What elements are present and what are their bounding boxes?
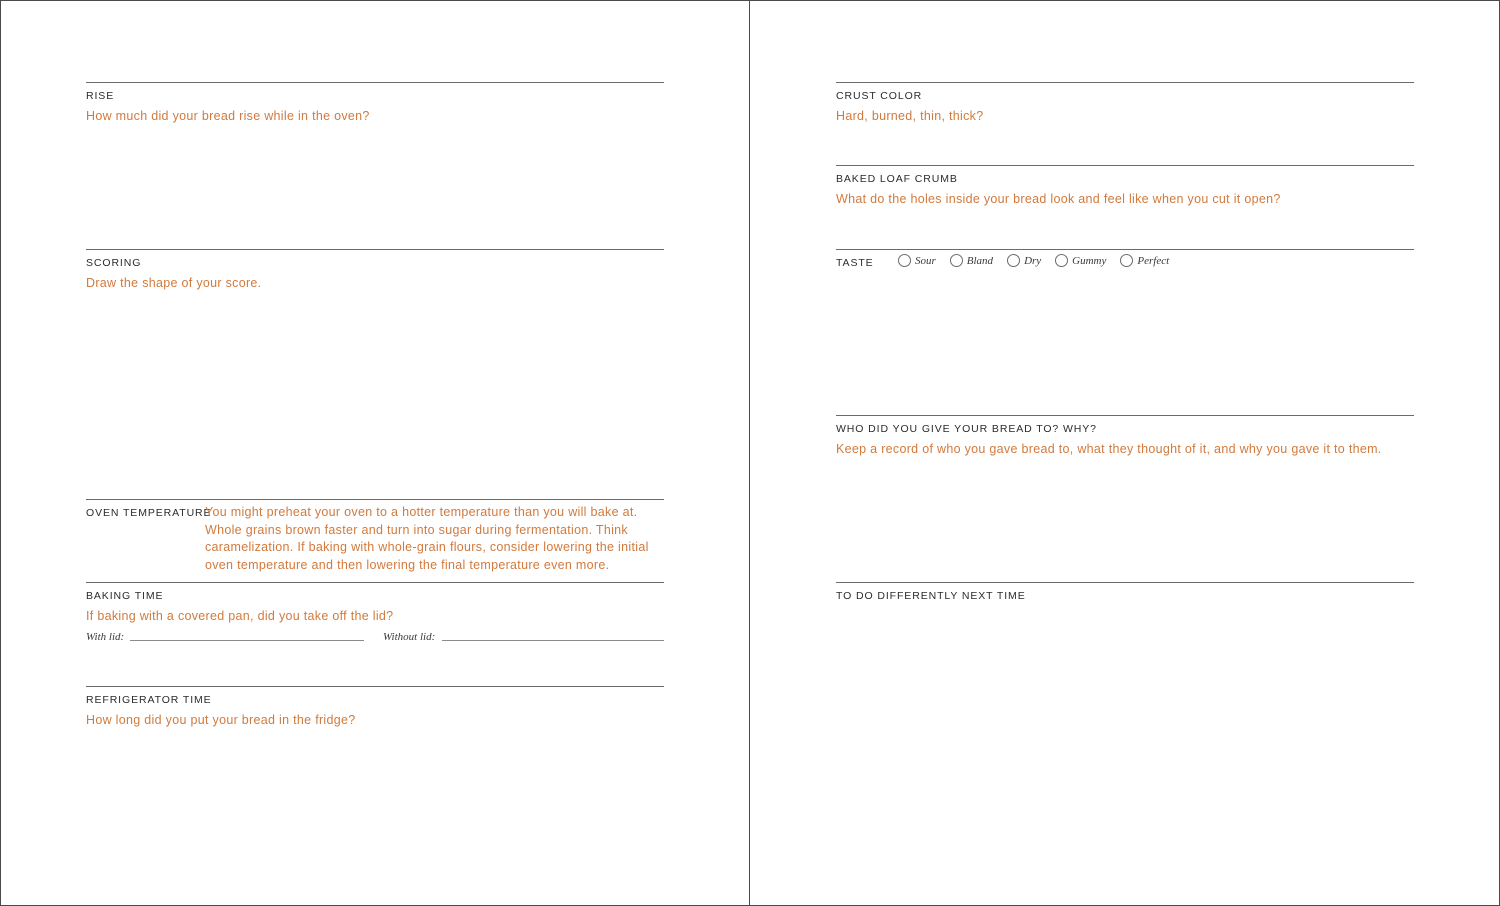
taste-option-label: Dry [1024, 254, 1042, 267]
who-did-you-give-label: WHO DID YOU GIVE YOUR BREAD TO? WHY? [836, 423, 1097, 435]
radio-circle-icon [1120, 254, 1133, 267]
crust-color-label: CRUST COLOR [836, 90, 923, 102]
oven-temperature-label: OVEN TEMPERATURE [86, 507, 212, 519]
baked-loaf-crumb-entry-area[interactable] [836, 213, 1414, 243]
taste-rule [836, 249, 1414, 250]
baking-time-rule [86, 582, 664, 583]
baked-loaf-crumb-rule [836, 165, 1414, 166]
with-lid-field[interactable] [130, 640, 364, 641]
radio-circle-icon [1055, 254, 1068, 267]
rise-label: RISE [86, 90, 115, 102]
taste-option-bland[interactable] [950, 254, 993, 267]
crust-color-prompt: Hard, burned, thin, thick? [836, 109, 984, 123]
taste-option-label: Gummy [1072, 254, 1107, 267]
refrigerator-time-label: REFRIGERATOR TIME [86, 694, 212, 706]
radio-circle-icon [1007, 254, 1020, 267]
to-do-differently-rule [836, 582, 1414, 583]
oven-temperature-note-line: You might preheat your oven to a hotter temperature than you will bake at. [205, 505, 638, 519]
rise-prompt: How much did your bread rise while in the oven? [86, 109, 370, 123]
refrigerator-time-prompt: How long did you put your bread in the fridge? [86, 713, 356, 727]
taste-entry-area[interactable] [836, 281, 1414, 409]
baked-loaf-crumb-label: BAKED LOAF CRUMB [836, 173, 958, 185]
crust-color-rule [836, 82, 1414, 83]
who-did-you-give-prompt: Keep a record of who you gave bread to, what they thought of it, and why you gave it to them. [836, 442, 1382, 456]
rise-rule [86, 82, 664, 83]
baked-loaf-crumb-prompt: What do the holes inside your bread look and feel like when you cut it open? [836, 192, 1281, 206]
taste-label: TASTE [836, 257, 874, 269]
who-did-you-give-rule [836, 415, 1414, 416]
oven-temperature-note-line: oven temperature and then lowering the final temperature even more. [205, 557, 610, 572]
radio-circle-icon [950, 254, 963, 267]
oven-temperature-rule [86, 499, 664, 500]
who-did-you-give-entry-area[interactable] [836, 463, 1414, 575]
scoring-prompt: Draw the shape of your score. [86, 276, 262, 290]
taste-option-label: Bland [966, 254, 994, 267]
taste-option-dry[interactable] [1007, 254, 1041, 267]
oven-temperature-note-line: caramelization. If baking with whole-grain flours, consider lowering the initial [205, 540, 649, 554]
baking-time-label: BAKING TIME [86, 590, 164, 602]
radio-circle-icon [898, 254, 911, 267]
refrigerator-time-entry-area[interactable] [86, 733, 664, 883]
crust-color-entry-area[interactable] [836, 129, 1414, 159]
oven-temperature-note-line: Whole grains brown faster and turn into sugar during fermentation. Think [205, 522, 628, 537]
with-lid-label: With lid: [86, 631, 125, 643]
without-lid-field[interactable] [442, 640, 664, 641]
baking-time-prompt: If baking with a covered pan, did you take off the lid? [86, 609, 394, 623]
scoring-drawing-area[interactable] [86, 297, 664, 492]
rise-entry-area[interactable] [86, 129, 664, 241]
page-gutter [749, 1, 750, 905]
refrigerator-time-rule [86, 686, 664, 687]
taste-options [898, 254, 1183, 267]
taste-option-label: Sour [915, 254, 936, 267]
scoring-label: SCORING [86, 257, 142, 269]
scoring-rule [86, 249, 664, 250]
taste-option-label: Perfect [1137, 254, 1170, 267]
to-do-differently-label: TO DO DIFFERENTLY NEXT TIME [836, 590, 1026, 602]
oven-temperature-note [205, 504, 655, 574]
taste-option-gummy[interactable] [1055, 254, 1106, 267]
to-do-differently-entry-area[interactable] [836, 609, 1414, 883]
without-lid-label: Without lid: [383, 631, 436, 643]
taste-option-sour[interactable] [898, 254, 936, 267]
taste-option-perfect[interactable] [1120, 254, 1169, 267]
